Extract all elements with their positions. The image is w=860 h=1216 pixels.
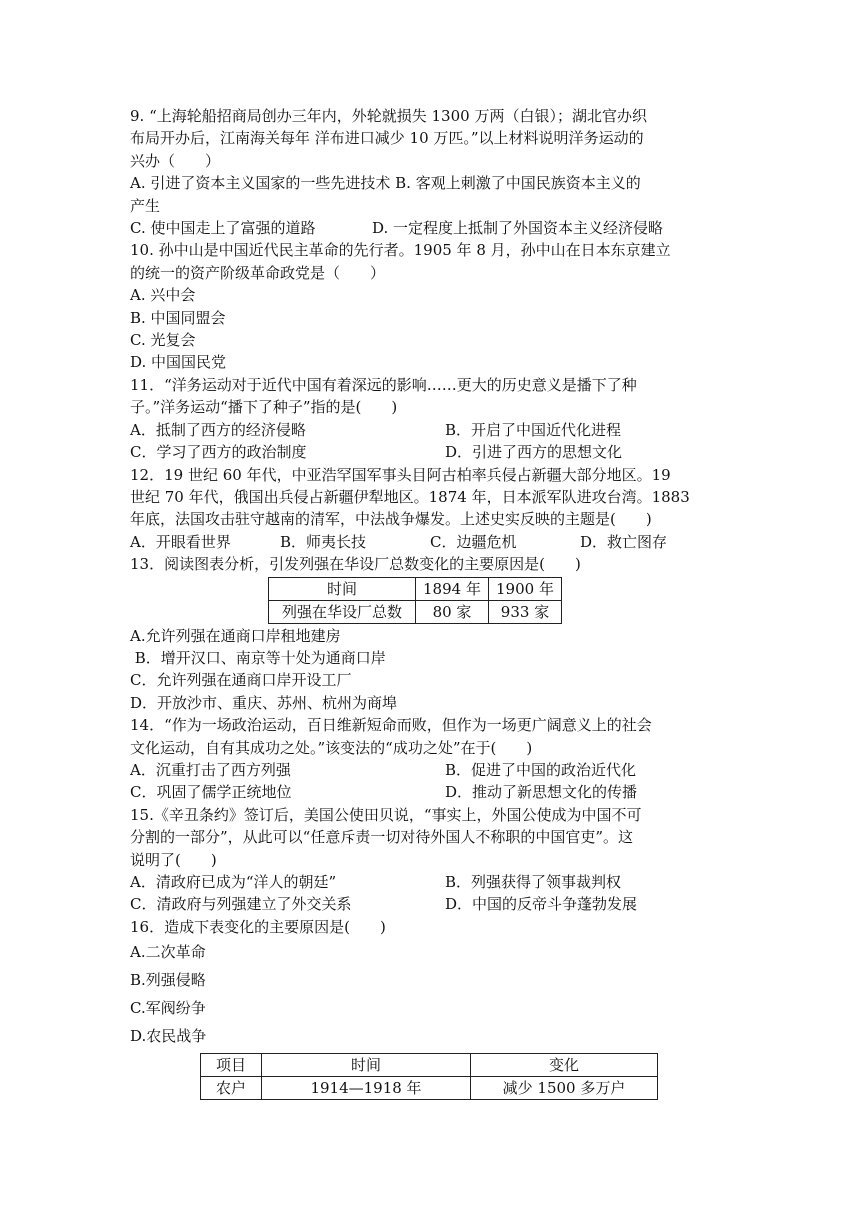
q15-options-a-b [130, 871, 730, 893]
table-header-cell: 项目 [201, 1054, 262, 1077]
q12-stem-line-2: 世纪 70 年代，俄国出兵侵占新疆伊犁地区。1874 年，日本派军队进攻台湾。1883 [130, 487, 690, 506]
table-cell: 减少 1500 多万户 [471, 1077, 658, 1100]
q16-option-d: D.农民战争 [130, 1027, 207, 1046]
q11-stem-line-2: 子。”洋务运动“播下了种子”指的是( ) [130, 398, 398, 417]
question-15 [130, 804, 730, 916]
q16-option-b: B.列强侵略 [130, 971, 206, 990]
table-row [201, 1077, 658, 1100]
question-14 [130, 714, 730, 804]
table-header-row [201, 1054, 658, 1077]
q15-option-a: A．清政府已成为“洋人的朝廷” [130, 873, 337, 891]
q9-stem-line-1: 9. “上海轮船招商局创办三年内，外轮就损失 1300 万两（白银）；湖北官办织 [130, 107, 647, 125]
q11-option-c: C．学习了西方的政治制度 [130, 443, 307, 462]
table-header-cell: 1894 年 [416, 577, 489, 600]
q9-option-d: D. 一定程度上抵制了外国资本主义经济侵略 [372, 219, 664, 238]
table-header-row [269, 577, 562, 600]
table-cell: 列强在华设厂总数 [269, 600, 416, 623]
q15-stem-line-2: 分割的一部分”，从此可以“任意斥责一切对待外国人不称职的中国官吏”。这 [130, 828, 634, 847]
q10-stem-line-1: 10. 孙中山是中国近代民主革命的先行者。1905 年 8 月，孙中山在日本东京建立 [130, 241, 671, 260]
q9-option-a-b: A. 引进了资本主义国家的一些先进技术 B. 客观上刺激了中国民族资本主义的 [130, 174, 641, 193]
table-header-cell: 变化 [471, 1054, 658, 1077]
q16-stem: 16．造成下表变化的主要原因是( ) [130, 917, 386, 936]
q14-stem-line-2: 文化运动，自有其成功之处。”该变法的“成功之处”在于( ) [130, 738, 533, 757]
q10-option-a: A. 兴中会 [130, 286, 196, 305]
question-10 [130, 239, 730, 373]
q12-option-b: B．师夷长技 [280, 532, 367, 551]
question-16 [130, 916, 730, 1100]
q10-option-b: B. 中国同盟会 [130, 308, 226, 327]
q12-option-c: C．边疆危机 [430, 532, 517, 551]
q14-options-c-d [130, 781, 730, 803]
table-header-cell: 时间 [269, 577, 416, 600]
q9-stem-line-2: 布局开办后，江南海关每年 洋布进口减少 10 万匹。”以上材料说明洋务运动的 [130, 129, 644, 148]
q13-option-c: C．允许列强在通商口岸开设工厂 [130, 671, 352, 690]
q15-stem-line-1: 15.《辛丑条约》签订后，美国公使田贝说，“事实上，外国公使成为中国不可 [130, 805, 642, 824]
table-cell: 933 家 [489, 600, 562, 623]
table-header-cell: 时间 [262, 1054, 471, 1077]
q14-options-a-b [130, 759, 730, 781]
exam-page [130, 105, 730, 1100]
q11-option-a: A．抵制了西方的经济侵略 [130, 420, 306, 439]
q12-option-d: D．救亡图存 [580, 532, 668, 551]
table-row [269, 600, 562, 623]
q11-options-c-d [130, 441, 730, 463]
table-cell: 农户 [201, 1077, 262, 1100]
q14-option-c: C．巩固了儒学正统地位 [130, 783, 292, 802]
q9-option-c: C. 使中国走上了富强的道路 [130, 219, 316, 238]
q12-stem-line-1: 12．19 世纪 60 年代，中亚浩罕国军事头目阿古柏率兵侵占新疆大部分地区。19 [130, 465, 671, 484]
q14-option-b: B．促进了中国的政治近代化 [445, 760, 637, 779]
q14-stem-line-1: 14．“作为一场政治运动，百日维新短命而败，但作为一场更广阔意义上的社会 [130, 716, 652, 735]
q10-stem-line-2: 的统一的资产阶级革命政党是（ ） [130, 263, 386, 282]
q14-option-d: D．推动了新思想文化的传播 [445, 783, 638, 802]
table-cell: 80 家 [416, 600, 489, 623]
q11-option-b: B．开启了中国近代化进程 [445, 420, 622, 439]
q12-options [130, 531, 730, 553]
q10-option-c: C. 光复会 [130, 331, 196, 350]
question-9 [130, 105, 730, 239]
question-11 [130, 374, 730, 464]
q12-option-a: A．开眼看世界 [130, 532, 231, 551]
q9-option-b-continued: 产生 [130, 196, 161, 215]
q15-option-b: B．列强获得了领事裁判权 [445, 873, 622, 891]
question-13 [130, 553, 730, 714]
q15-stem-line-3: 说明了( ) [130, 850, 217, 869]
q11-options-a-b [130, 419, 730, 441]
q9-options-c-d [130, 217, 730, 239]
q10-option-d: D. 中国国民党 [130, 353, 227, 372]
q13-stem: 13．阅读图表分析，引发列强在华设厂总数变化的主要原因是( ) [130, 555, 581, 574]
q13-option-b: B．增开汉口、南京等十处为通商口岸 [130, 648, 386, 667]
q15-option-d: D．中国的反帝斗争蓬勃发展 [445, 895, 638, 914]
q11-stem-line-1: 11．“洋务运动对于近代中国有着深远的影响……更大的历史意义是播下了种 [130, 375, 637, 394]
q13-option-d: D．开放沙市、重庆、苏州、杭州为商埠 [130, 693, 398, 712]
q12-stem-line-3: 年底，法国攻击驻守越南的清军，中法战争爆发。上述史实反映的主题是( ) [130, 510, 652, 529]
q13-option-a: A.允许列强在通商口岸租地建房 [130, 626, 341, 645]
q15-options-c-d [130, 893, 730, 915]
table-header-cell: 1900 年 [489, 577, 562, 600]
question-12 [130, 464, 730, 554]
q16-household-table [200, 1053, 658, 1100]
q15-option-c: C．清政府与列强建立了外交关系 [130, 895, 352, 914]
q14-option-a: A．沉重打击了西方列强 [130, 760, 291, 779]
q11-option-d: D．引进了西方的思想文化 [445, 443, 623, 462]
q13-factory-table [268, 577, 562, 624]
table-cell: 1914—1918 年 [262, 1077, 471, 1100]
q16-option-c: C.军阀纷争 [130, 999, 206, 1018]
q16-option-a: A.二次革命 [130, 943, 206, 962]
q9-stem-line-3: 兴办（ ） [130, 151, 221, 170]
